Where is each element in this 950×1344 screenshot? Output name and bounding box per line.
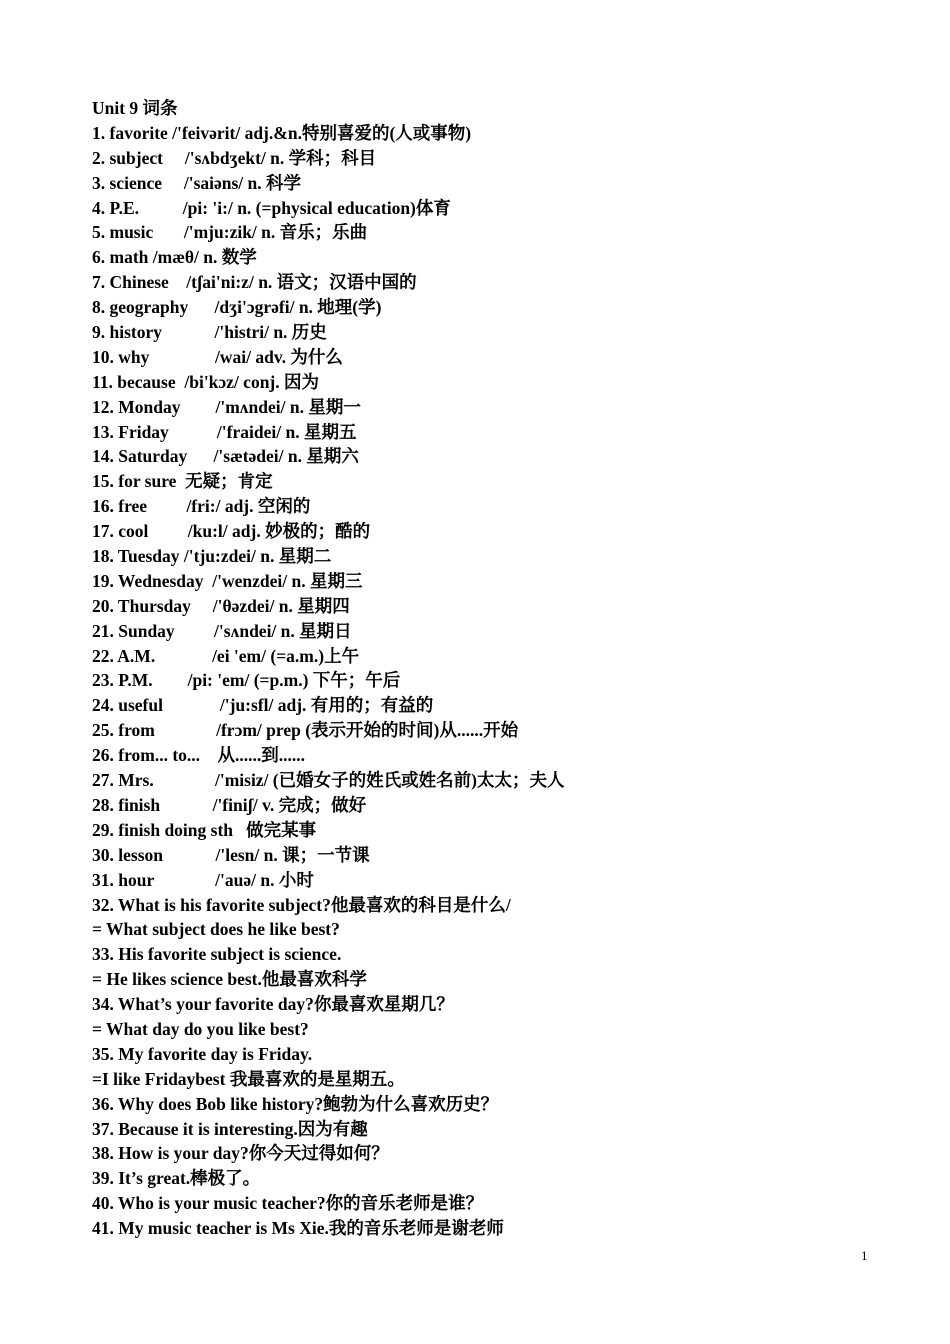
sentence-line: = He likes science best.他最喜欢科学 (92, 969, 367, 990)
vocab-line: 8. geography /dʒi'ɔgrəfi/ n. 地理(学) (92, 297, 382, 318)
vocab-line: 27. Mrs. /'misiz/ (已婚女子的姓氏或姓名前)太太；夫人 (92, 770, 565, 791)
vocab-line: 3. science /'saiəns/ n. 科学 (92, 172, 302, 193)
sentence-line: 40. Who is your music teacher?你的音乐老师是谁？ (92, 1193, 484, 1214)
vocab-line: 9. history /'histri/ n. 历史 (92, 322, 327, 343)
vocab-line: 29. finish doing sth 做完某事 (92, 819, 317, 840)
sentence-line: 33. His favorite subject is science. (92, 944, 342, 965)
vocab-line: 4. P.E. /pi: 'i:/ n. (=physical education)体育 (92, 197, 451, 218)
sentence-line: 41. My music teacher is Ms Xie.我的音乐老师是谢老师 (92, 1218, 504, 1239)
vocab-line: 16. free /fri:/ adj. 空闲的 (92, 496, 311, 517)
sentence-line: 39. It’s great.棒极了。 (92, 1168, 261, 1189)
vocab-line: 31. hour /'auə/ n. 小时 (92, 869, 314, 890)
sentence-line: = What subject does he like best? (92, 919, 340, 940)
vocab-line: 6. math /mæθ/ n. 数学 (92, 247, 257, 268)
vocab-line: 24. useful /'ju:sfl/ adj. 有用的；有益的 (92, 695, 434, 716)
vocab-line: 7. Chinese /tʃai'ni:z/ n. 语文；汉语中国的 (92, 272, 417, 293)
vocab-line: 2. subject /'sʌbdʒekt/ n. 学科；科目 (92, 147, 377, 168)
sentence-line: 36. Why does Bob like history?鲍勃为什么喜欢历史？ (92, 1093, 499, 1114)
sentence-line: = What day do you like best? (92, 1018, 309, 1039)
sentence-line: =I like Fridaybest 我最喜欢的是星期五。 (92, 1068, 405, 1089)
vocab-line: 20. Thursday /'θəzdei/ n. 星期四 (92, 595, 350, 616)
vocab-line: 5. music /'mju:zik/ n. 音乐；乐曲 (92, 222, 368, 243)
sentence-line: 37. Because it is interesting.因为有趣 (92, 1118, 368, 1139)
document-title: Unit 9 词条 (92, 98, 178, 118)
vocab-line: 28. finish /'finiʃ/ v. 完成；做好 (92, 794, 367, 815)
vocab-line: 15. for sure 无疑；肯定 (92, 471, 273, 492)
vocab-line: 25. from /frɔm/ prep (表示开始的时间)从......开始 (92, 720, 519, 741)
vocab-line: 26. from... to... 从......到...... (92, 745, 306, 766)
vocab-line: 14. Saturday /'sætədei/ n. 星期六 (92, 446, 359, 467)
vocab-line: 11. because /bi'kɔz/ conj. 因为 (92, 371, 320, 392)
vocab-line: 23. P.M. /pi: 'em/ (=p.m.) 下午；午后 (92, 670, 401, 691)
vocab-line: 13. Friday /'fraidei/ n. 星期五 (92, 421, 357, 442)
vocabulary-list (92, 96, 892, 1241)
sentence-line: 32. What is his favorite subject?他最喜欢的科目是什么/ (92, 894, 511, 915)
vocab-line: 12. Monday /'mʌndei/ n. 星期一 (92, 396, 361, 417)
vocab-line: 21. Sunday /'sʌndei/ n. 星期日 (92, 620, 352, 641)
vocab-line: 30. lesson /'lesn/ n. 课；一节课 (92, 844, 370, 865)
vocab-line: 17. cool /ku:l/ adj. 妙极的；酷的 (92, 521, 371, 542)
sentence-line: 34. What’s your favorite day?你最喜欢星期几？ (92, 994, 454, 1015)
sentence-line: 38. How is your day?你今天过得如何？ (92, 1143, 389, 1164)
vocab-line: 1. favorite /'feivərit/ adj.&n.特别喜爱的(人或事物) (92, 122, 472, 143)
vocab-line: 19. Wednesday /'wenzdei/ n. 星期三 (92, 570, 363, 591)
vocab-line: 10. why /wai/ adv. 为什么 (92, 346, 343, 367)
vocab-line: 18. Tuesday /'tju:zdei/ n. 星期二 (92, 546, 332, 567)
vocab-line: 22. A.M. /ei 'em/ (=a.m.)上午 (92, 645, 360, 666)
sentence-line: 35. My favorite day is Friday. (92, 1043, 313, 1064)
page-number: 1 (861, 1248, 868, 1263)
